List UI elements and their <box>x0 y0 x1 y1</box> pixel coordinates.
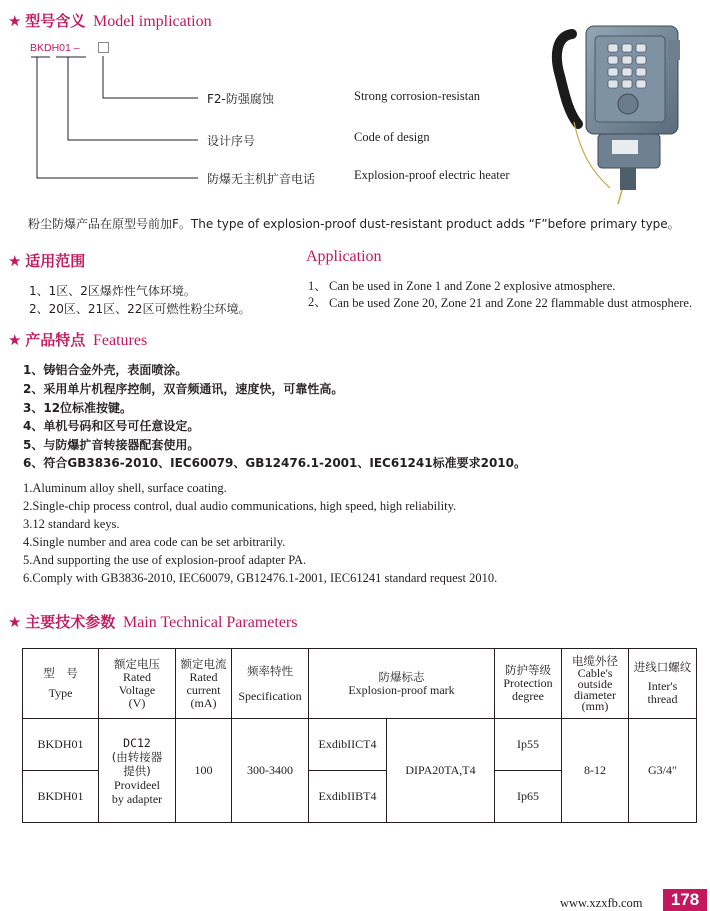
model-note: 粉尘防爆产品在原型号前加F。The type of explosion-proof dust-resistant product adds “F”before primary type。 <box>28 217 680 231</box>
feature-en-3: 3.12 standard keys. <box>23 517 120 531</box>
application-title-en: Application <box>306 248 382 265</box>
section-params-heading: ★ 主要技术参数 Main Technical Parameters <box>8 613 298 631</box>
table-row <box>23 719 697 771</box>
feature-en-1: 1.Aluminum alloy shell, surface coating. <box>23 481 227 495</box>
feature-cn-2: 2、采用单片机程序控制，双音频通讯，速度快，可靠性高。 <box>23 382 344 396</box>
application-en-num-2: 2、 <box>308 295 327 309</box>
cell-type-2: BKDH01 <box>23 771 99 823</box>
th-current: 额定电流 Rated current (mA) <box>176 649 232 719</box>
cell-voltage: DC12 (由转接器 提供) Provideel by adapter <box>99 719 176 823</box>
model-item-en-1: Strong corrosion-resistan <box>354 89 481 103</box>
th-frequency: 频率特性 Specification <box>232 649 309 719</box>
th-thread: 进线口螺纹 Inter's thread <box>629 649 697 719</box>
th-protection: 防护等级 Protection degree <box>495 649 562 719</box>
cell-mark-2: ExdibIIBT4 <box>309 771 387 823</box>
cell-protection-1: Ip55 <box>495 719 562 771</box>
th-voltage: 额定电压 Rated Voltage (V) <box>99 649 176 719</box>
feature-en-5: 5.And supporting the use of explosion-proof adapter PA. <box>23 553 307 567</box>
model-item-cn-1: F2-防强腐蚀 <box>207 92 274 106</box>
star-icon: ★ <box>8 613 22 631</box>
star-icon: ★ <box>8 252 22 270</box>
section-model-heading: ★ 型号含义 Model implication <box>8 12 212 30</box>
page-number: 178 <box>663 889 707 911</box>
model-item-en-3: Explosion-proof electric heater <box>354 168 510 182</box>
application-en-2: Can be used Zone 20, Zone 21 and Zone 22 flammable dust atmosphere. <box>329 296 693 310</box>
application-en-num-1: 1、 <box>308 279 327 293</box>
table-header-row <box>23 649 697 719</box>
section-features-heading: ★ 产品特点 Features <box>8 331 148 349</box>
model-item-cn-2: 设计序号 <box>207 134 256 148</box>
model-code: BKDH01 – <box>30 42 80 54</box>
th-cable: 电缆外径 Cable's outside diameter (mm) <box>562 649 629 719</box>
feature-cn-3: 3、12位标准按键。 <box>23 401 133 415</box>
cell-mark-dust: DIPA20TA,T4 <box>387 719 495 823</box>
feature-en-6: 6.Comply with GB3836-2010, IEC60079, GB12476.1-2001, IEC61241 standard request 2010. <box>23 571 498 585</box>
cell-current: 100 <box>176 719 232 823</box>
feature-cn-6: 6、符合GB3836-2010、IEC60079、GB12476.1-2001、IEC61241标准要求2010。 <box>23 456 526 470</box>
cell-cable: 8-12 <box>562 719 629 823</box>
th-explosion-mark: 防爆标志 Explosion-proof mark <box>309 649 495 719</box>
application-cn-2: 2、20区、21区、22区可燃性粉尘环境。 <box>29 302 251 316</box>
footer-url[interactable]: www.xzxfb.com <box>560 896 643 910</box>
application-en-1: Can be used in Zone 1 and Zone 2 explosive atmosphere. <box>329 279 616 293</box>
feature-en-2: 2.Single-chip process control, dual audio communications, high speed, high reliability. <box>23 499 457 513</box>
cell-frequency: 300-3400 <box>232 719 309 823</box>
explosion-proof-telephone-image <box>550 20 700 205</box>
cell-mark-1: ExdibIICT4 <box>309 719 387 771</box>
feature-cn-5: 5、与防爆扩音转接器配套使用。 <box>23 438 200 452</box>
star-icon: ★ <box>8 331 22 349</box>
section-application-heading: ★ 适用范围 <box>8 252 86 270</box>
cell-thread: G3/4″ <box>629 719 697 823</box>
feature-cn-1: 1、铸铝合金外壳，表面喷涂。 <box>23 363 188 377</box>
feature-cn-4: 4、单机号码和区号可任意设定。 <box>23 419 200 433</box>
th-type: 型 号 Type <box>23 649 99 719</box>
cell-protection-2: Ip65 <box>495 771 562 823</box>
cell-type-1: BKDH01 <box>23 719 99 771</box>
application-cn-1: 1、1区、2区爆炸性气体环境。 <box>29 284 196 298</box>
model-item-cn-3: 防爆无主机扩音电话 <box>207 172 316 186</box>
model-item-en-2: Code of design <box>354 130 430 144</box>
tech-params-table <box>22 648 697 823</box>
star-icon: ★ <box>8 12 22 30</box>
feature-en-4: 4.Single number and area code can be set arbitrarily. <box>23 535 286 549</box>
